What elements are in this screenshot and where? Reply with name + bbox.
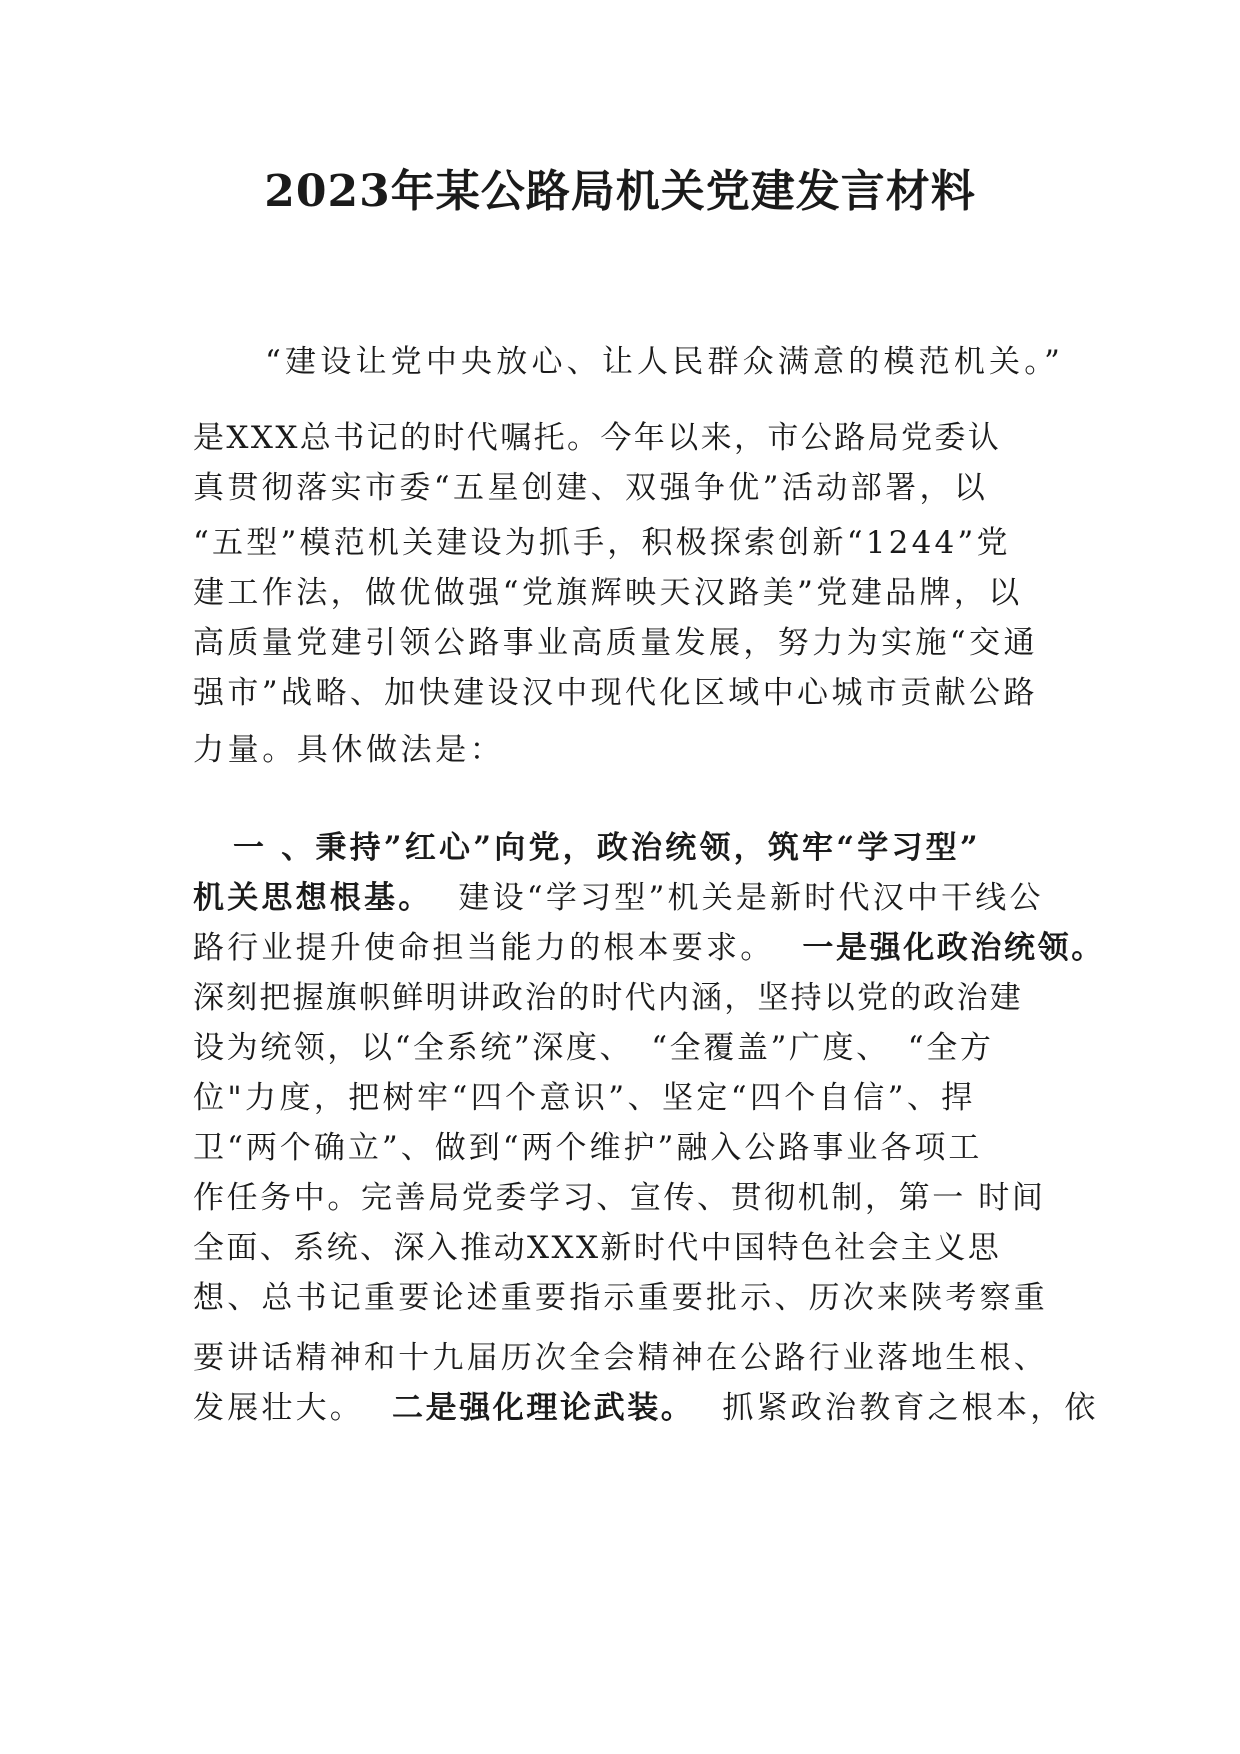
paragraph-line-10	[193, 928, 1105, 968]
paragraph-line-4: “五型”模范机关建设为抓手，积极探索创新“1244”党	[193, 525, 1011, 561]
page-title: 2023年某公路局机关党建发言材料	[264, 166, 976, 217]
paragraph-line-8: 力量。具休做法是：	[193, 732, 505, 768]
point-two-text: 抓紧政治教育之根本，依	[722, 1390, 1099, 1426]
paragraph-line-11: 深刻把握旗帜鲜明讲政治的时代内涵，坚持以党的政治建	[193, 980, 1023, 1016]
paragraph-line-5: 建工作法，做优做强“党旗辉映天汉路美”党建品牌，以	[193, 575, 1023, 611]
paragraph-line-13: 位"力度，把树牢“四个意识”、坚定“四个自信”、捍	[193, 1080, 976, 1116]
point-one-heading: 一是强化政治统领。	[802, 930, 1105, 966]
paragraph-line-15: 作任务中。完善局党委学习、宣传、贯彻机制，第一 时间	[193, 1180, 1046, 1216]
paragraph-line-3: 真贯彻落实市委“五星创建、双强争优”活动部署，以	[193, 470, 989, 506]
paragraph-line-14: 卫“两个确立”、做到“两个维护”融入公路事业各项工	[193, 1130, 983, 1166]
point-two-heading: 二是强化理论武装。	[392, 1390, 695, 1426]
paragraph-line-9	[193, 878, 1044, 918]
paragraph-line-7: 强市”战略、加快建设汉中现代化区域中心城市贡献公路	[193, 675, 1038, 711]
paragraph-line-17: 想、总书记重要论述重要指示重要批示、历次来陕考察重	[193, 1280, 1048, 1316]
paragraph-text: 发展壮大。	[193, 1390, 364, 1426]
paragraph-line-2: 是XXX总书记的时代嘱托。今年以来，市公路局党委认	[193, 420, 1002, 456]
paragraph-line-19	[193, 1388, 1099, 1428]
paragraph-line-6: 高质量党建引领公路事业高质量发展，努力为实施“交通	[193, 625, 1038, 661]
section-intro-text-end: 路行业提升使命担当能力的根本要求。	[193, 930, 775, 966]
section-intro-text: 建设“学习型”机关是新时代汉中干线公	[458, 880, 1044, 916]
paragraph-line-16: 全面、系统、深入推动XXX新时代中国特色社会主义思	[193, 1230, 1002, 1266]
paragraph-line-18: 要讲话精神和十九届历次全会精神在公路行业落地生根、	[193, 1340, 1048, 1376]
section-heading-tail: 机关思想根基。	[193, 880, 433, 916]
paragraph-line-12: 设为统领，以“全系统”深度、 “全覆盖”广度、 “全方	[193, 1030, 994, 1066]
section-heading-line-1: 一 、秉持”红心”向党，政治统领，筑牢“学习型”	[233, 830, 981, 866]
paragraph-line-1: “建设让党中央放心、让人民群众满意的模范机关。”	[265, 344, 1064, 380]
